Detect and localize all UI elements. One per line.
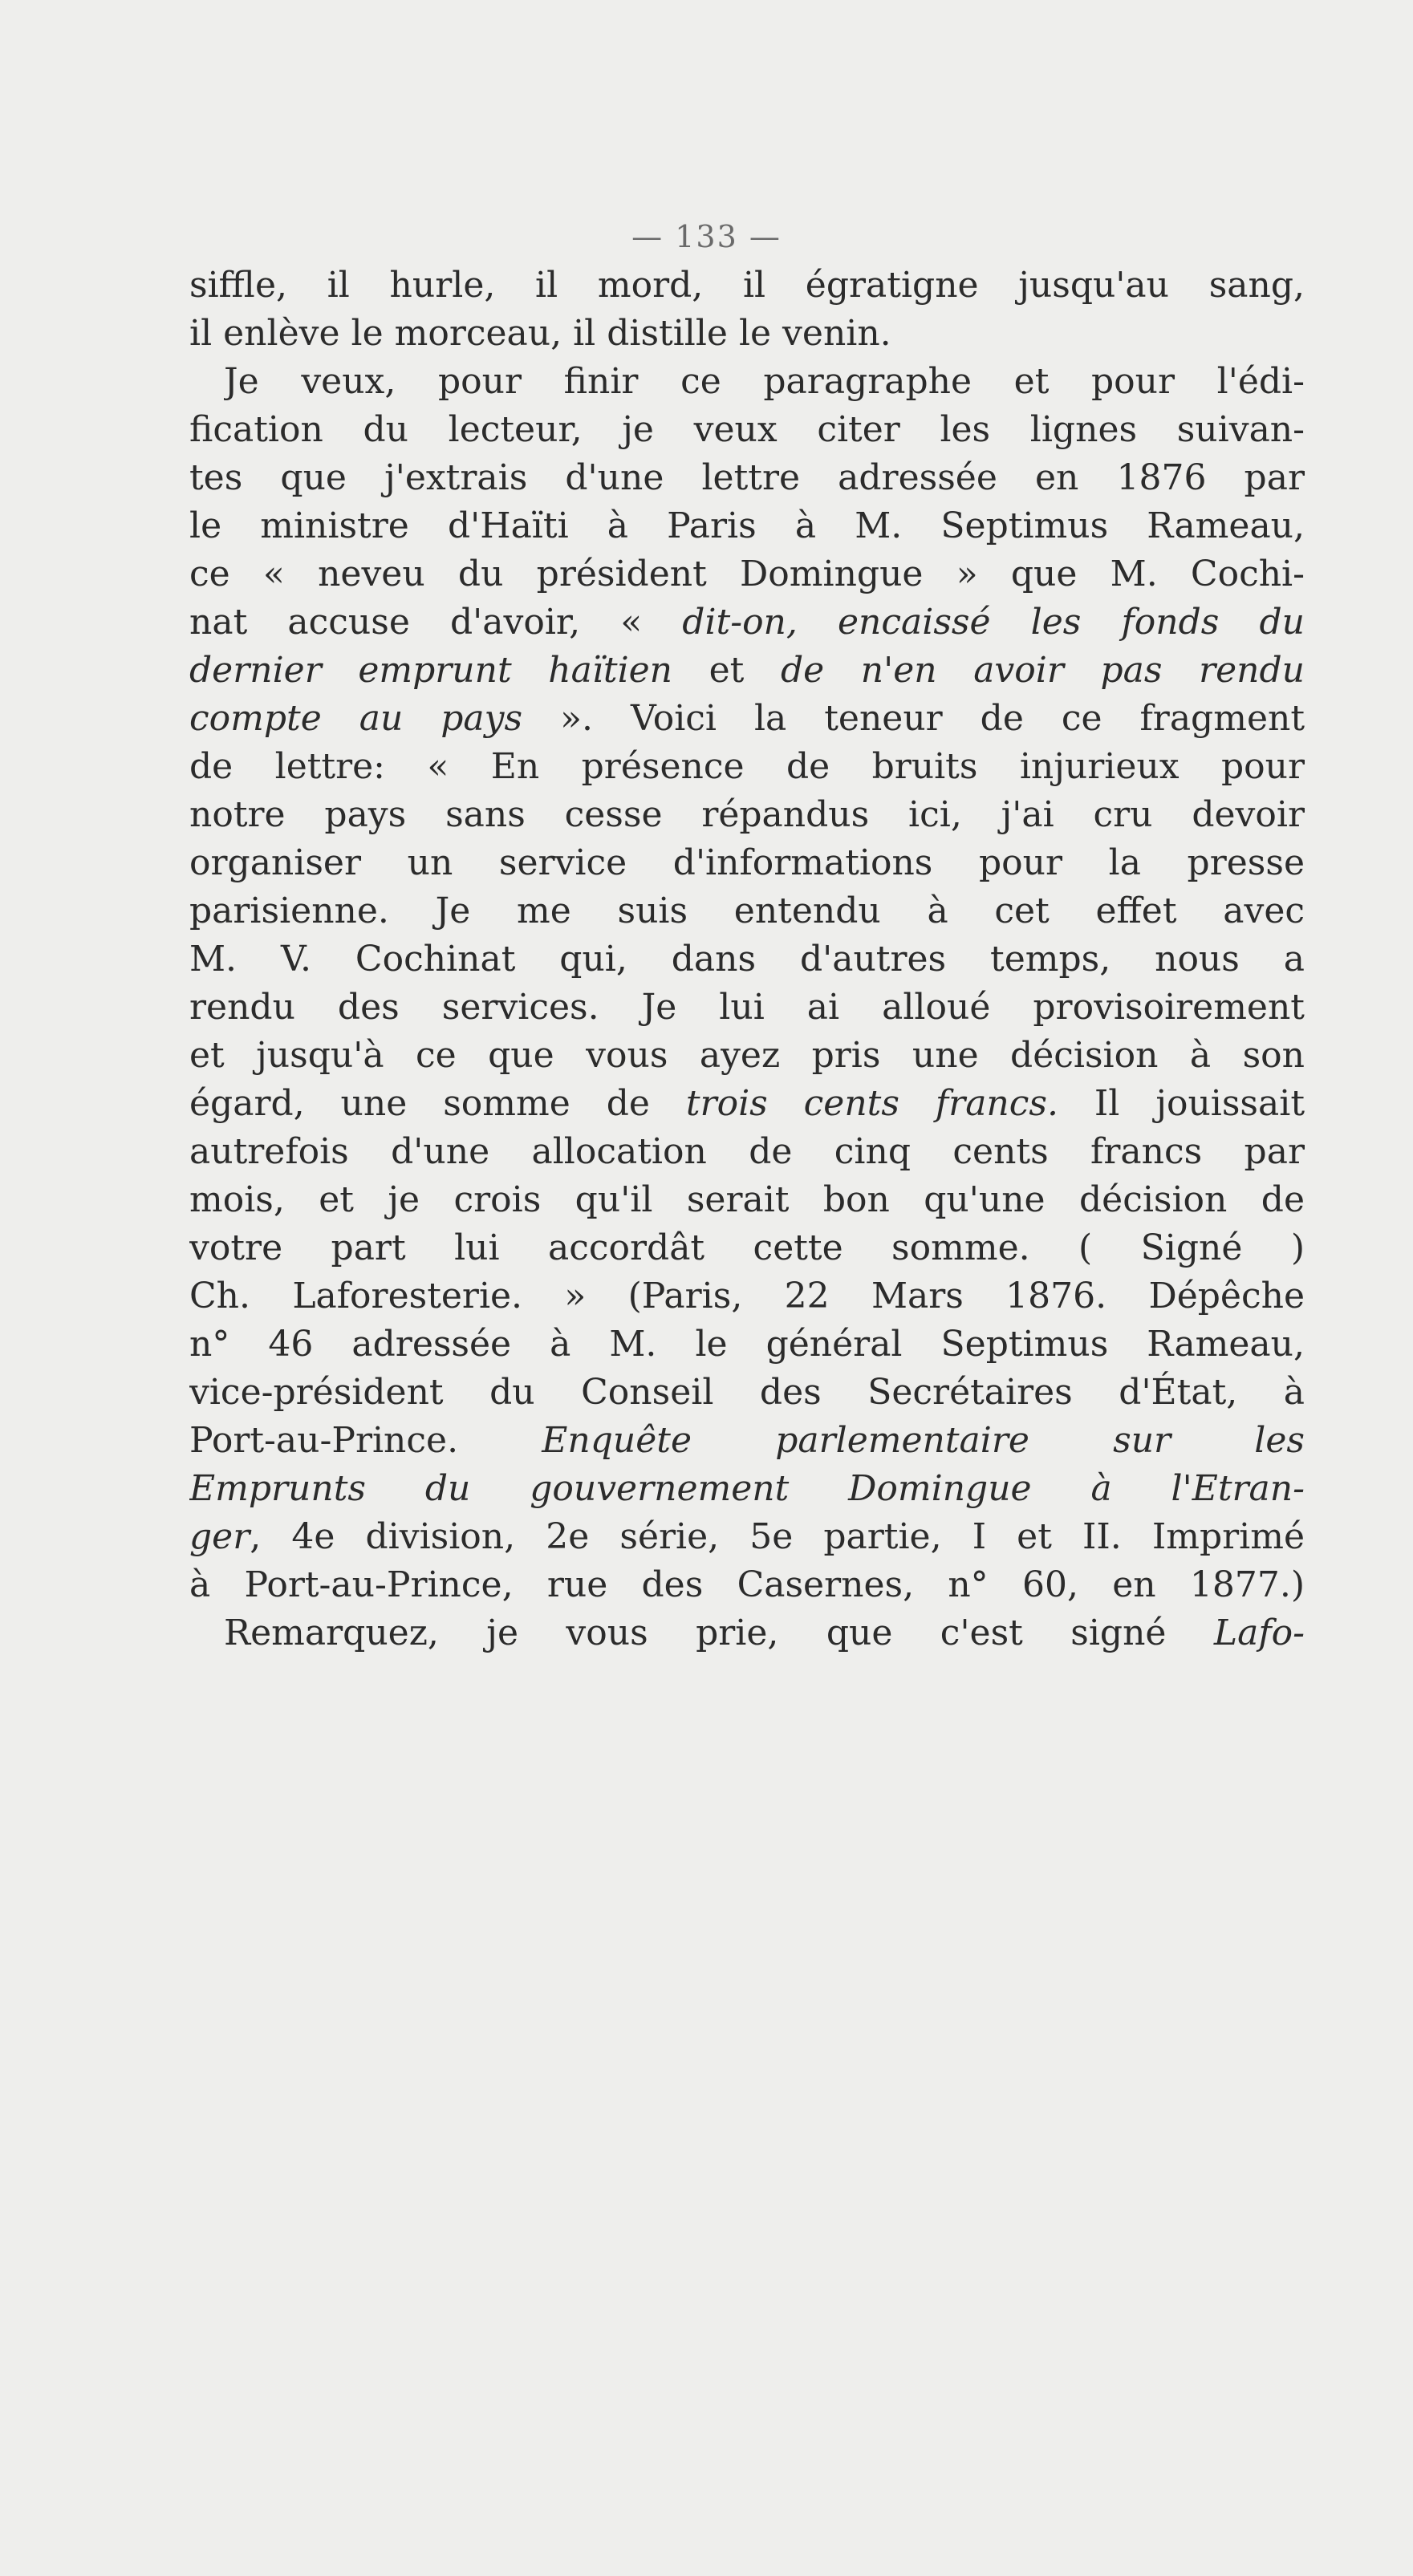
page-number: — 133 — — [631, 219, 782, 254]
text-line: n° 46 adressée à M. le général Septimus Rameau, — [189, 1324, 1305, 1365]
text-line: autrefois d'une allocation de cinq cents francs par — [189, 1131, 1305, 1172]
text-line: le ministre d'Haïti à Paris à M. Septimus Rameau, — [189, 505, 1305, 546]
text-line: ce « neveu du président Domingue » que M. Cochi- — [189, 554, 1305, 594]
text-line: parisienne. Je me suis entendu à cet effet avec — [189, 890, 1305, 931]
text-line: Ch. Laforesterie. » (Paris, 22 Mars 1876. Dépêche — [189, 1276, 1305, 1316]
text-line: notre pays sans cesse répandus ici, j'ai cru devoir — [189, 794, 1305, 835]
text-line: vice-président du Conseil des Secrétaires d'État, à — [189, 1372, 1305, 1413]
text-line: Port-au-Prince. Enquête parlementaire sur les — [189, 1420, 1305, 1461]
text-line: mois, et je crois qu'il serait bon qu'une décision de — [189, 1179, 1305, 1220]
text-line: égard, une somme de trois cents francs. Il jouissait — [189, 1083, 1305, 1124]
text-line: compte au pays ». Voici la teneur de ce fragment — [189, 698, 1305, 739]
text-line: Je veux, pour finir ce paragraphe et pour l'édi- — [224, 361, 1305, 402]
text-line: Remarquez, je vous prie, que c'est signé Lafo- — [224, 1613, 1305, 1653]
text-line: de lettre: « En présence de bruits injurieux pour — [189, 746, 1305, 787]
text-line: à Port-au-Prince, rue des Casernes, n° 60, en 1877.) — [189, 1564, 1305, 1605]
text-line: organiser un service d'informations pour la presse — [189, 842, 1305, 883]
text-line: Emprunts du gouvernement Domingue à l'Etran- — [189, 1468, 1305, 1509]
text-line: tes que j'extrais d'une lettre adressée en 1876 par — [189, 457, 1305, 498]
text-line: il enlève le morceau, il distille le venin. — [189, 313, 891, 354]
text-line: fication du lecteur, je veux citer les lignes suivan- — [189, 409, 1305, 450]
text-line: dernier emprunt haïtien et de n'en avoir pas rendu — [189, 650, 1305, 691]
text-line: votre part lui accordât cette somme. ( Signé ) — [189, 1227, 1305, 1268]
text-line: et jusqu'à ce que vous ayez pris une décision à son — [189, 1035, 1305, 1076]
text-line: siffle, il hurle, il mord, il égratigne jusqu'au sang, — [189, 265, 1305, 306]
text-line: nat accuse d'avoir, « dit-on, encaissé les fonds du — [189, 602, 1305, 643]
text-line: rendu des services. Je lui ai alloué provisoirement — [189, 987, 1305, 1028]
text-line: ger, 4e division, 2e série, 5e partie, I et II. Imprimé — [189, 1516, 1305, 1557]
text-line: M. V. Cochinat qui, dans d'autres temps, nous a — [189, 939, 1305, 980]
